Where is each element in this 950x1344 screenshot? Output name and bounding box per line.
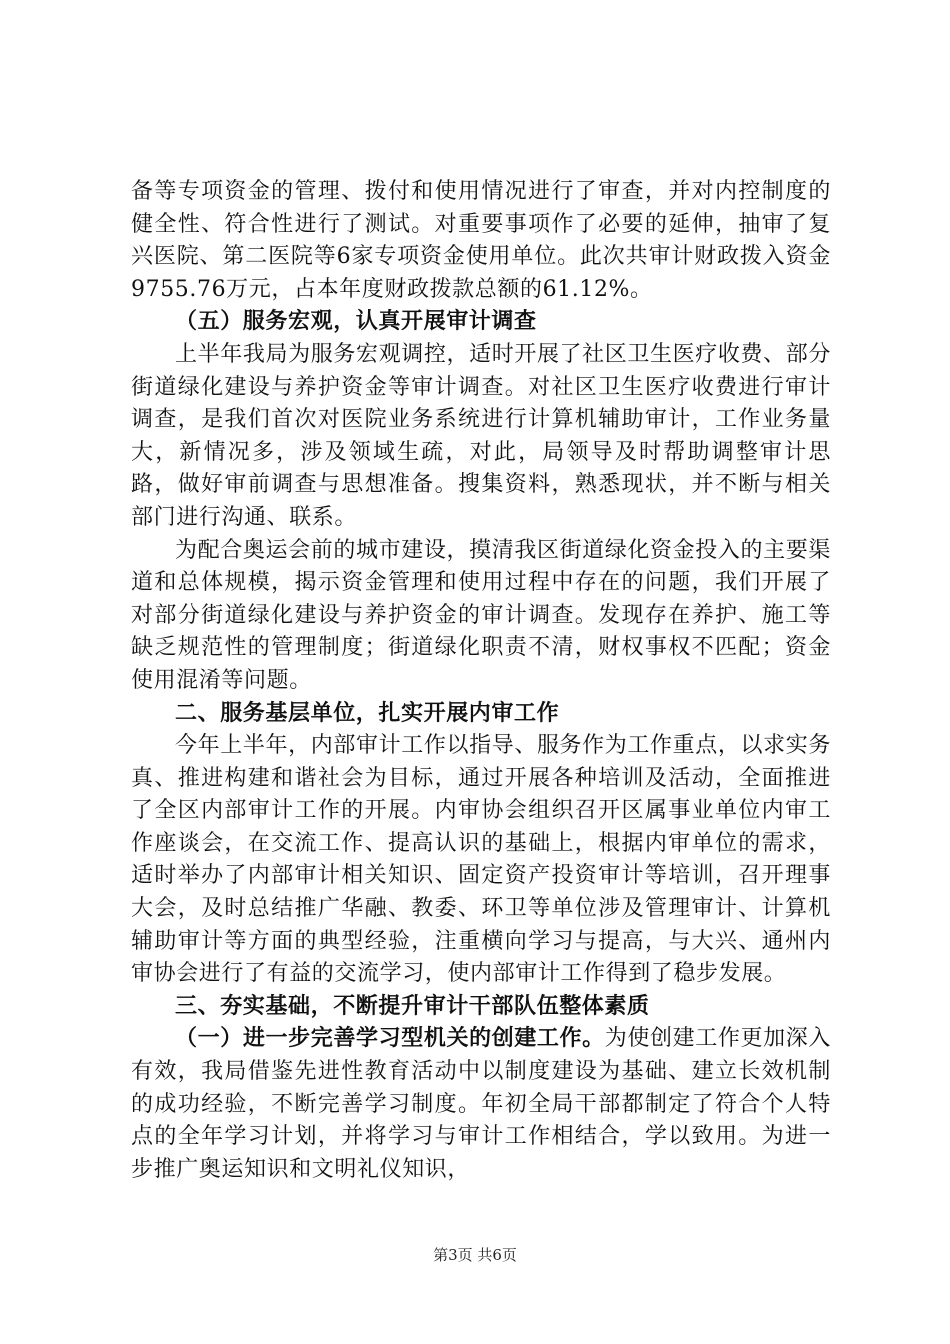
paragraph: 备等专项资金的管理、拨付和使用情况进行了审查，并对内控制度的健全性、符合性进行了测试。对重要事项作了必要的延伸，抽审了复兴医院、第二医院等6家专项资金使用单位。此次共审计财政拨入资金9755.76万元，占本年度财政拨款总额的61.12%。 bbox=[131, 179, 831, 302]
paragraph: 上半年我局为服务宏观调控，适时开展了社区卫生医疗收费、部分街道绿化建设与养护资金等审计调查。对社区卫生医疗收费进行审计调查，是我们首次对医院业务系统进行计算机辅助审计，工作业务量大，新情况多，涉及领域生疏，对此，局领导及时帮助调整审计思路，做好审前调查与思想准备。搜集资料，熟悉现状，并不断与相关部门进行沟通、联系。 bbox=[131, 341, 831, 530]
page-number-footer: 第3页 共6页 bbox=[433, 1246, 517, 1264]
section-heading: 二、服务基层单位，扎实开展内审工作 bbox=[175, 700, 560, 726]
paragraph bbox=[131, 1023, 831, 1186]
section-heading: 三、夯实基础，不断提升审计干部队伍整体素质 bbox=[175, 993, 650, 1019]
paragraph-text: 为使创建工作更加深入有效，我局借鉴先进性教育活动中以制度建设为基础、建立长效机制的成功经验，不断完善学习制度。年初全局干部都制定了符合个人特点的全年学习计划，并将学习与审计工作相结合，学以致用。为进一步推广奥运知识和文明礼仪知识， bbox=[131, 1026, 831, 1182]
paragraph: 为配合奥运会前的城市建设，摸清我区街道绿化资金投入的主要渠道和总体规模，揭示资金管理和使用过程中存在的问题，我们开展了对部分街道绿化建设与养护资金的审计调查。发现存在养护、施工等缺乏规范性的管理制度；街道绿化职责不清，财权事权不匹配；资金使用混淆等问题。 bbox=[131, 537, 831, 693]
document-body bbox=[131, 176, 831, 1186]
paragraph: 今年上半年，内部审计工作以指导、服务作为工作重点，以求实务真、推进构建和谐社会为目标，通过开展各种培训及活动，全面推进了全区内部审计工作的开展。内审协会组织召开区属事业单位内审工作座谈会，在交流工作、提高认识的基础上，根据内审单位的需求，适时举办了内部审计相关知识、固定资产投资审计等培训，召开理事大会，及时总结推广华融、教委、环卫等单位涉及管理审计、计算机辅助审计等方面的典型经验，注重横向学习与提高，与大兴、通州内审协会进行了有益的交流学习，使内部审计工作得到了稳步发展。 bbox=[131, 733, 831, 987]
paragraph-lead-heading: （一）进一步完善学习型机关的创建工作。 bbox=[175, 1026, 605, 1052]
section-heading: （五）服务宏观，认真开展审计调查 bbox=[175, 309, 537, 335]
